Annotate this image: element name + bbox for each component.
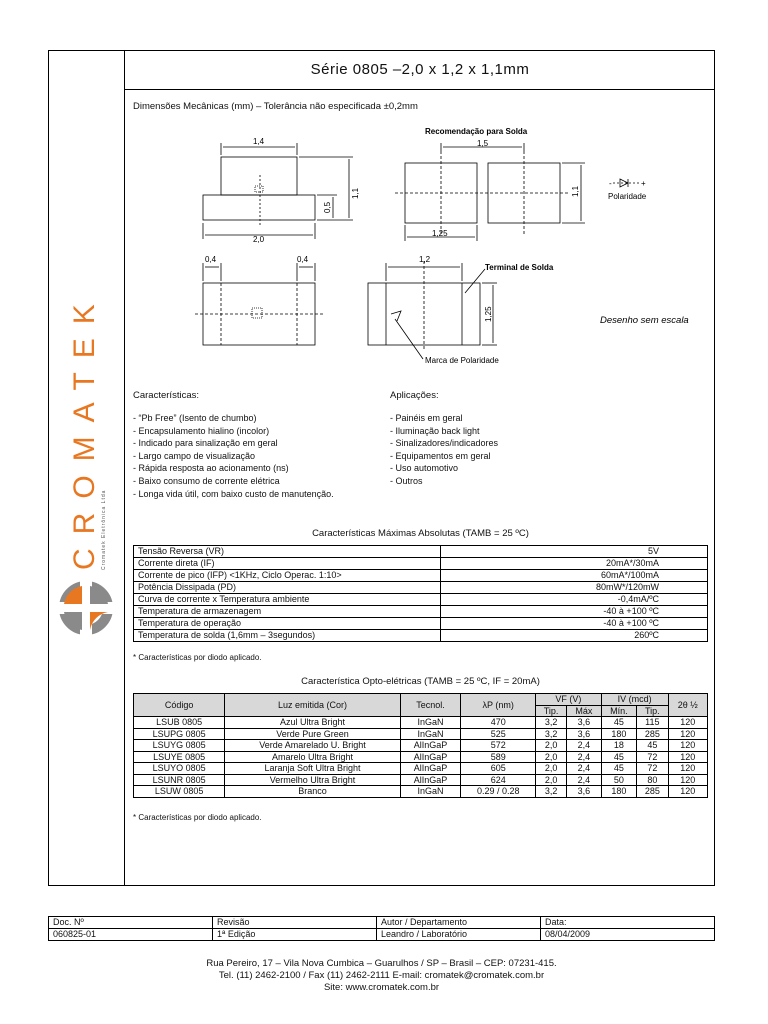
opto-cell-color: Amarelo Ultra Bright [225, 751, 400, 763]
brand-name: CROMATEK [68, 290, 101, 570]
opto-cell-lambda: 525 [461, 728, 536, 740]
dim-1-1b: 1,1 [571, 185, 580, 197]
opto-cell-iv-min: 180 [601, 728, 636, 740]
opto-cell-iv-tip: 115 [637, 717, 669, 729]
address-line-1: Rua Pereiro, 17 – Vila Nova Cumbica – Guarulhos / SP – Brasil – CEP: 07231-415. [206, 958, 557, 969]
terminal-label: Terminal de Solda [485, 263, 554, 272]
characteristic-item: - “Pb Free” (Isento de chumbo) [133, 413, 257, 423]
opto-cell-code: LSUYE 0805 [134, 751, 225, 763]
characteristic-item: - Encapsulamento hialino (incolor) [133, 425, 270, 436]
opto-cell-vf-max: 2,4 [567, 763, 602, 775]
solder-pads [395, 143, 585, 241]
opto-cell-color: Azul Ultra Bright [225, 717, 400, 729]
diode-symbol [613, 179, 641, 187]
rating-parameter: Temperatura de operação [134, 618, 441, 630]
opto-cell-vf-max: 2,4 [567, 751, 602, 763]
opto-caption: Característica Opto-elétricas (TAMB = 25 ºC, IF = 20mA) [301, 676, 540, 687]
opto-cell-angle: 120 [668, 728, 707, 740]
max-rating-row [134, 606, 708, 618]
terminal-view [368, 261, 497, 359]
opto-cell-tech: InGaN [400, 728, 461, 740]
col-vf-max: Máx [567, 705, 602, 717]
opto-cell-vf-max: 3,6 [567, 717, 602, 729]
page-title: Série 0805 –2,0 x 1,2 x 1,1mm [310, 61, 530, 78]
opto-cell-iv-min: 180 [601, 786, 636, 798]
col-vf: VF (V) [536, 694, 602, 706]
rating-parameter: Corrente direta (IF) [134, 558, 441, 570]
opto-cell-vf-max: 2,4 [567, 740, 602, 752]
opto-cell-tech: InGaN [400, 786, 461, 798]
opto-cell-vf-max: 3,6 [567, 728, 602, 740]
rating-value: 80mW*/120mW [441, 582, 708, 594]
footer-value-date: 08/04/2009 [541, 929, 715, 941]
dim-1-25: 1,25 [432, 229, 448, 238]
dim-0-5: 0,5 [323, 201, 332, 213]
rating-value: -40 à +100 ºC [441, 606, 708, 618]
mechanical-drawing [125, 115, 715, 375]
max-rating-row [134, 630, 708, 642]
col-vf-tip: Tip. [536, 705, 567, 717]
opto-cell-code: LSUPG 0805 [134, 728, 225, 740]
application-item: - Painéis em geral [390, 413, 463, 423]
footer-label-author: Autor / Departamento [377, 917, 541, 929]
rating-parameter: Temperatura de solda (1,6mm – 3segundos) [134, 630, 441, 642]
footer-label-revision: Revisão [213, 917, 377, 929]
opto-note: * Características por diodo aplicado. [133, 813, 262, 822]
col-color: Luz emitida (Cor) [225, 694, 400, 717]
opto-cell-lambda: 589 [461, 751, 536, 763]
opto-cell-lambda: 0.29 / 0.28 [461, 786, 536, 798]
footer-value-author: Leandro / Laboratório [377, 929, 541, 941]
opto-cell-vf-tip: 2,0 [536, 774, 567, 786]
opto-cell-color: Verde Pure Green [225, 728, 400, 740]
applications-title: Aplicações: [390, 390, 439, 401]
opto-cell-angle: 120 [668, 763, 707, 775]
dim-1-2: 1,2 [419, 255, 431, 264]
rating-value: 5V [441, 546, 708, 558]
address-line-3: Site: www.cromatek.com.br [323, 982, 440, 993]
max-ratings-caption: Características Máximas Absolutas (TAMB = 25 ºC) [312, 528, 529, 539]
opto-row [134, 740, 708, 752]
opto-cell-iv-tip: 285 [637, 728, 669, 740]
opto-cell-angle: 120 [668, 786, 707, 798]
polarity-label: Polaridade [608, 192, 647, 201]
rating-parameter: Tensão Reversa (VR) [134, 546, 441, 558]
dim-1-4: 1,4 [253, 137, 265, 146]
col-iv-tip: Tip. [637, 705, 669, 717]
opto-row [134, 717, 708, 729]
max-rating-row [134, 546, 708, 558]
rating-parameter: Curva de corrente x Temperatura ambiente [134, 594, 441, 606]
opto-cell-vf-tip: 2,0 [536, 751, 567, 763]
opto-cell-code: LSUYO 0805 [134, 763, 225, 775]
opto-cell-color: Laranja Soft Ultra Bright [225, 763, 400, 775]
rating-value: -40 à +100 ºC [441, 618, 708, 630]
address-block [48, 958, 715, 994]
opto-cell-iv-tip: 72 [637, 763, 669, 775]
brand-sidebar [48, 50, 125, 886]
opto-cell-tech: AlInGaP [400, 774, 461, 786]
opto-cell-lambda: 572 [461, 740, 536, 752]
dim-1-25b: 1,25 [484, 306, 493, 322]
opto-cell-tech: AlInGaP [400, 751, 461, 763]
opto-cell-code: LSUW 0805 [134, 786, 225, 798]
brand-subtitle: Cromatek Eletrônica Ltda [101, 489, 107, 570]
characteristic-item: - Baixo consumo de corrente elétrica [133, 475, 280, 486]
dim-1-5: 1,5 [477, 139, 489, 148]
opto-cell-vf-tip: 3,2 [536, 717, 567, 729]
opto-cell-iv-tip: 45 [637, 740, 669, 752]
opto-cell-lambda: 605 [461, 763, 536, 775]
opto-cell-angle: 120 [668, 740, 707, 752]
application-item: - Outros [390, 475, 423, 486]
rating-parameter: Corrente de pico (IFP) <1KHz, Ciclo Operac. 1:10> [134, 570, 441, 582]
dim-1-1: 1,1 [351, 187, 360, 199]
footer-label-doc: Doc. Nº [49, 917, 213, 929]
opto-cell-color: Verde Amarelado U. Bright [225, 740, 400, 752]
opto-cell-iv-min: 18 [601, 740, 636, 752]
application-item: - Uso automotivo [390, 463, 459, 474]
application-item: - Sinalizadores/indicadores [390, 438, 499, 449]
polarity-minus: - [609, 179, 612, 188]
side-view [203, 143, 353, 239]
col-angle: 2θ ½ [668, 694, 707, 717]
opto-cell-code: LSUB 0805 [134, 717, 225, 729]
opto-cell-tech: InGaN [400, 717, 461, 729]
drawing-heading: Dimensões Mecânicas (mm) – Tolerância não especificada ±0,2mm [133, 101, 418, 112]
col-iv: IV (mcd) [601, 694, 668, 706]
footer-value-doc: 060825-01 [49, 929, 213, 941]
opto-cell-lambda: 624 [461, 774, 536, 786]
opto-table [133, 693, 708, 798]
opto-cell-iv-min: 50 [601, 774, 636, 786]
address-line-2: Tel. (11) 2462-2100 / Fax (11) 2462-2111 E-mail: cromatek@cromatek.com.br [218, 970, 545, 981]
opto-cell-vf-tip: 2,0 [536, 740, 567, 752]
applications-list [390, 412, 498, 488]
opto-cell-lambda: 470 [461, 717, 536, 729]
footer-value-revision: 1ª Edição [213, 929, 377, 941]
max-rating-row [134, 618, 708, 630]
max-rating-row [134, 570, 708, 582]
rating-value: 60mA*/100mA [441, 570, 708, 582]
title-bar [125, 50, 715, 90]
cromatek-logo-mark [58, 580, 114, 636]
max-rating-row [134, 582, 708, 594]
max-ratings-table [133, 545, 708, 642]
dim-0-4-right: 0,4 [297, 255, 309, 264]
opto-row [134, 774, 708, 786]
rating-value: -0,4mA/ºC [441, 594, 708, 606]
polarity-mark-label: Marca de Polaridade [425, 356, 499, 365]
opto-row [134, 786, 708, 798]
solder-title: Recomendação para Solda [425, 127, 528, 136]
polarity-plus: + [641, 179, 646, 188]
opto-cell-iv-tip: 72 [637, 751, 669, 763]
footer-label-date: Data: [541, 917, 715, 929]
opto-cell-vf-tip: 3,2 [536, 728, 567, 740]
characteristics-list [133, 412, 334, 500]
opto-cell-iv-min: 45 [601, 717, 636, 729]
col-tech: Tecnol. [400, 694, 461, 717]
opto-cell-color: Vermelho Ultra Bright [225, 774, 400, 786]
bottom-view [195, 263, 323, 345]
dim-2-0: 2,0 [253, 235, 265, 244]
opto-cell-tech: AlInGaP [400, 740, 461, 752]
characteristic-item: - Longa vida útil, com baixo custo de manutenção. [133, 488, 334, 499]
col-lambda: λP (nm) [461, 694, 536, 717]
col-iv-min: Mín. [601, 705, 636, 717]
doc-footer-table [48, 916, 715, 941]
opto-cell-code: LSUNR 0805 [134, 774, 225, 786]
opto-cell-vf-tip: 2,0 [536, 763, 567, 775]
opto-cell-angle: 120 [668, 774, 707, 786]
col-code: Código [134, 694, 225, 717]
characteristic-item: - Indicado para sinalização em geral [133, 438, 278, 449]
opto-cell-iv-tip: 80 [637, 774, 669, 786]
opto-cell-iv-min: 45 [601, 751, 636, 763]
rating-parameter: Potência Dissipada (PD) [134, 582, 441, 594]
opto-cell-angle: 120 [668, 717, 707, 729]
rating-parameter: Temperatura de armazenagem [134, 606, 441, 618]
characteristic-item: - Rápida resposta ao acionamento (ns) [133, 463, 289, 474]
opto-cell-iv-tip: 285 [637, 786, 669, 798]
opto-row [134, 728, 708, 740]
rating-value: 260ºC [441, 630, 708, 642]
characteristics-title: Características: [133, 390, 199, 401]
opto-cell-color: Branco [225, 786, 400, 798]
opto-cell-vf-max: 3,6 [567, 786, 602, 798]
max-rating-row [134, 558, 708, 570]
opto-cell-code: LSUYG 0805 [134, 740, 225, 752]
characteristic-item: - Largo campo de visualização [133, 450, 256, 461]
max-ratings-note: * Características por diodo aplicado. [133, 653, 262, 662]
max-rating-row [134, 594, 708, 606]
not-to-scale-note: Desenho sem escala [600, 315, 689, 326]
opto-cell-tech: AlInGaP [400, 763, 461, 775]
dim-0-4-left: 0,4 [205, 255, 217, 264]
opto-cell-angle: 120 [668, 751, 707, 763]
opto-cell-vf-tip: 3,2 [536, 786, 567, 798]
opto-cell-iv-min: 45 [601, 763, 636, 775]
opto-row [134, 763, 708, 775]
application-item: - Iluminação back light [390, 425, 480, 436]
rating-value: 20mA*/30mA [441, 558, 708, 570]
opto-row [134, 751, 708, 763]
brand-logo [48, 50, 125, 886]
opto-cell-vf-max: 2,4 [567, 774, 602, 786]
application-item: - Equipamentos em geral [390, 450, 491, 461]
